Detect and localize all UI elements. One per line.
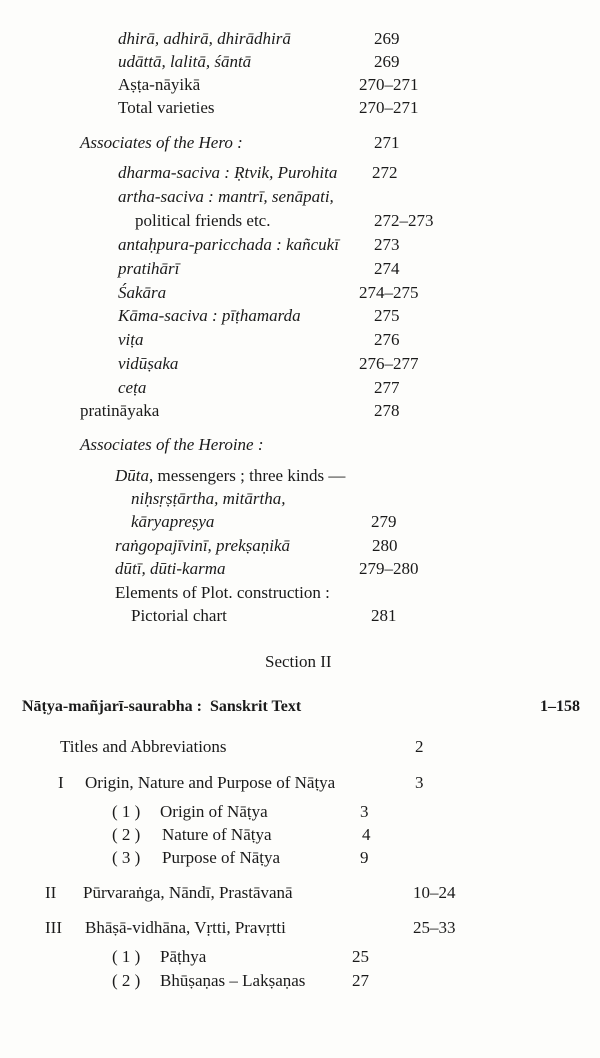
page-number: 3 — [360, 802, 369, 821]
toc-entry: udāttā, lalitā, śāntā — [118, 52, 252, 71]
page-number: 269 — [374, 52, 400, 71]
page-number: 1–158 — [540, 698, 580, 715]
toc-entry: Bhūṣaṇas – Lakṣaṇas — [160, 971, 306, 990]
toc-entry: Pāṭhya — [160, 947, 207, 966]
page-number: 25–33 — [413, 918, 456, 937]
toc-entry: vidūṣaka — [118, 354, 179, 373]
page-number: 2 — [415, 737, 424, 756]
page-number: 9 — [360, 848, 369, 867]
chapter-number: II — [45, 883, 57, 902]
toc-entry: dhirā, adhirā, dhirādhirā — [118, 29, 291, 48]
toc-entry: Origin of Nāṭya — [160, 802, 268, 821]
toc-entry: viṭa — [118, 330, 144, 349]
page-number: 270–271 — [359, 75, 419, 94]
page-number: 279–280 — [359, 559, 419, 578]
subsection-number: ( 1 ) — [112, 947, 141, 966]
toc-entry: niḥsṛṣṭārtha, mitārtha, — [131, 489, 286, 508]
page-number: 269 — [374, 29, 400, 48]
toc-entry: Aṣṭa-nāyikā — [118, 75, 201, 94]
toc-entry: dharma-saciva : Ṛtvik, Purohita — [118, 163, 338, 182]
chapter-number: III — [45, 918, 62, 937]
toc-entry: Bhāṣā-vidhāna, Vṛtti, Pravṛtti — [85, 918, 286, 937]
page-number: 25 — [352, 947, 369, 966]
toc-entry: pratināyaka — [80, 401, 160, 420]
section-heading: Section II — [265, 652, 332, 671]
subsection-number: ( 3 ) — [112, 848, 141, 867]
page-number: 271 — [374, 133, 400, 152]
toc-entry-rest: , messengers ; three kinds — — [149, 466, 346, 485]
page-number: 280 — [372, 536, 398, 555]
toc-entry: raṅgopajīvinī, prekṣaṇikā — [115, 536, 291, 555]
page-number: 272 — [372, 163, 398, 182]
page-number: 3 — [415, 773, 424, 792]
subsection-number: ( 1 ) — [112, 802, 141, 821]
page-number: 10–24 — [413, 883, 456, 902]
part-title-main: Nāṭya-mañjarī-saurabha : — [22, 698, 202, 715]
toc-entry: artha-saciva : mantrī, senāpati, — [118, 187, 334, 206]
toc-entry: Titles and Abbreviations — [60, 737, 227, 756]
toc-entry: Elements of Plot. construction : — [115, 583, 330, 602]
toc-entry: Kāma-saciva : pīṭhamarda — [118, 306, 301, 325]
chapter-number: I — [58, 773, 64, 792]
toc-entry: Purpose of Nāṭya — [162, 848, 281, 867]
toc-entry: kāryapreṣya — [131, 512, 215, 531]
toc-subheading: Associates of the Heroine : — [80, 435, 264, 454]
toc-entry — [115, 466, 345, 486]
subsection-number: ( 2 ) — [112, 971, 141, 990]
page-number: 281 — [371, 606, 397, 625]
page-number: 275 — [374, 306, 400, 325]
toc-entry: antaḥpura-paricchada : kañcukī — [118, 235, 339, 254]
page-number: 276–277 — [359, 354, 419, 373]
part-title-sub: Sanskrit Text — [210, 698, 302, 715]
page-number: 276 — [374, 330, 400, 349]
toc-entry-italic: Dūta — [115, 466, 149, 485]
toc-entry: ceṭa — [118, 378, 147, 397]
page-number: 279 — [371, 512, 397, 531]
toc-subheading: Associates of the Hero : — [80, 133, 243, 152]
toc-entry: dūtī, dūti-karma — [115, 559, 226, 578]
toc-entry: political friends etc. — [135, 211, 271, 230]
toc-entry: pratihārī — [118, 259, 180, 278]
page-number: 278 — [374, 401, 400, 420]
toc-entry: Total varieties — [118, 98, 215, 117]
page-number: 272–273 — [374, 211, 434, 230]
toc-entry: Pūrvaraṅga, Nāndī, Prastāvanā — [83, 883, 293, 902]
page-number: 274–275 — [359, 283, 419, 302]
subsection-number: ( 2 ) — [112, 825, 141, 844]
page-number: 274 — [374, 259, 400, 278]
toc-entry: Pictorial chart — [131, 606, 227, 625]
page-number: 4 — [362, 825, 371, 844]
page-number: 270–271 — [359, 98, 419, 117]
part-title — [22, 697, 301, 717]
page-number: 273 — [374, 235, 400, 254]
page-number: 277 — [374, 378, 400, 397]
toc-entry: Nature of Nāṭya — [162, 825, 272, 844]
toc-entry: Origin, Nature and Purpose of Nāṭya — [85, 773, 336, 792]
toc-entry: Śakāra — [118, 283, 167, 302]
page-number: 27 — [352, 971, 369, 990]
